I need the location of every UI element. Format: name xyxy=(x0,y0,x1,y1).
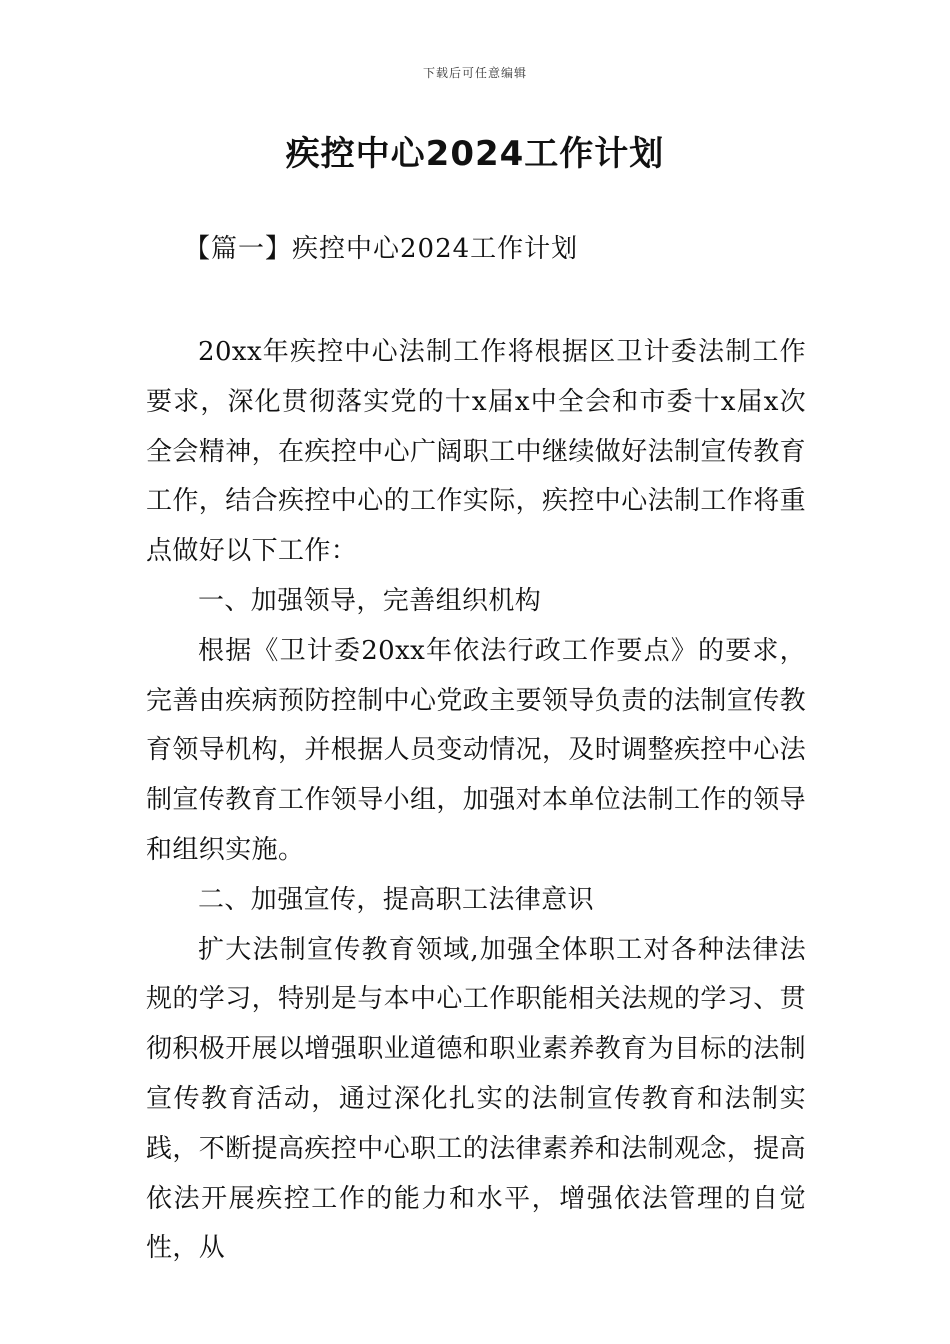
document-title: 疾控中心2024工作计划 xyxy=(285,134,665,174)
section-heading: 【篇一】疾控中心2024工作计划 xyxy=(184,234,579,264)
paragraph-leadership: 根据《卫计委20xx年依法行政工作要点》的要求，完善由疾病预防控制中心党政主要领导负责的法制宣传教育领导机构，并根据人员变动情况，及时调整疾控中心法制宣传教育工作领导小组，加强对本单位法制工作的领导和组织实施。 xyxy=(146,635,807,865)
page-header-note: 下载后可任意编辑 xyxy=(422,66,527,80)
document-body xyxy=(146,328,806,1274)
subheading-leadership: 一、加强领导，完善组织机构 xyxy=(198,585,542,616)
paragraph-intro: 20xx年疾控中心法制工作将根据区卫计委法制工作要求，深化贯彻落实党的十x届x中全会和市委十x届x次全会精神，在疾控中心广阔职工中继续做好法制宣传教育工作，结合疾控中心的工作实际，疾控中心法制工作将重点做好以下工作： xyxy=(146,337,807,567)
subheading-publicity: 二、加强宣传，提高职工法律意识 xyxy=(198,884,595,915)
paragraph-publicity: 扩大法制宣传教育领域,加强全体职工对各种法律法规的学习，特别是与本中心工作职能相关法规的学习、贯彻积极开展以增强职业道德和职业素养教育为目标的法制宣传教育活动，通过深化扎实的法制宣传教育和法制实践，不断提高疾控中心职工的法律素养和法制观念，提高依法开展疾控工作的能力和水平，增强依法管理的自觉性，从 xyxy=(146,934,807,1264)
